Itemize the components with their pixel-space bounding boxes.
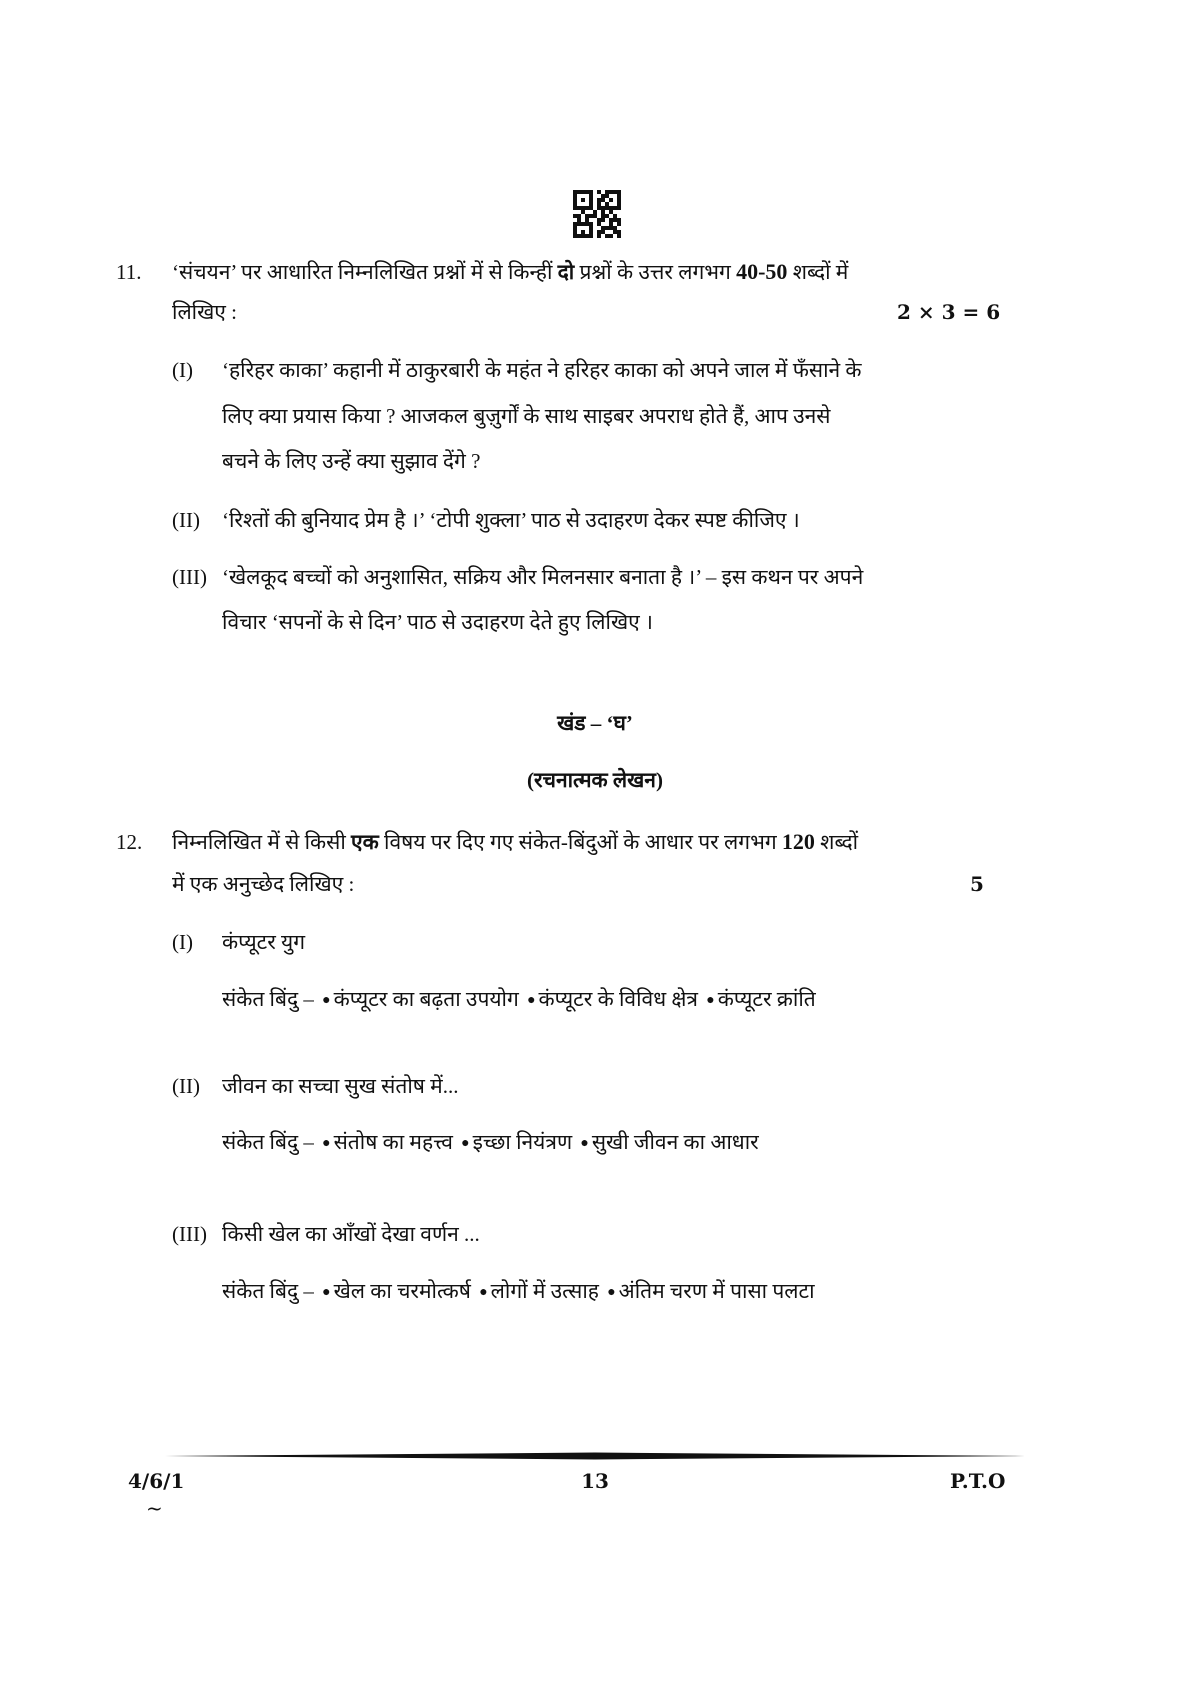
q12-text: विषय पर दिए गए संकेत-बिंदुओं के आधार पर लगभग — [378, 830, 782, 854]
hint-prefix: संकेत बिंदु – — [222, 1279, 314, 1303]
q11-text: प्रश्नों के उत्तर लगभग — [574, 260, 737, 284]
q11-option-1-line: ‘हरिहर काका’ कहानी में ठाकुरबारी के महंत ने हरिहर काका को अपने जाल में फँसाने के — [222, 358, 862, 382]
q12-instruction-line2: में एक अनुच्छेद लिखिए : — [172, 872, 355, 896]
pto-label: P.T.O — [950, 1469, 1006, 1493]
bullet-icon: ● — [322, 1285, 331, 1300]
q12-topic-label: (II) — [172, 1074, 200, 1098]
q12-text: शब्दों — [814, 830, 859, 854]
q12-topic-3-title: किसी खेल का आँखों देखा वर्णन ... — [222, 1222, 480, 1246]
q12-topic-3-hints — [222, 1277, 815, 1307]
qr-code-icon — [573, 190, 621, 238]
q11-instruction-line2: लिखिए : — [172, 300, 237, 324]
q11-option-label: (I) — [172, 358, 193, 382]
q12-marks: 5 — [970, 872, 984, 896]
bullet-icon: ● — [322, 993, 331, 1008]
q11-option-1-line: बचने के लिए उन्हें क्या सुझाव देंगे ? — [222, 449, 481, 473]
q11-emphasis: दो — [557, 260, 575, 284]
q11-number: 11. — [116, 260, 142, 284]
bullet-icon: ● — [479, 1285, 488, 1300]
section-subtitle: (रचनात्मक लेखन) — [527, 768, 663, 792]
footer-divider — [165, 1452, 1025, 1458]
q12-topic-label: (III) — [172, 1222, 207, 1246]
q11-option-3-line: ‘खेलकूद बच्चों को अनुशासित, सक्रिय और मिलनसार बनाता है ।’ – इस कथन पर अपने — [222, 565, 864, 589]
paper-code: 4/6/1 — [128, 1469, 185, 1493]
hint-point: खेल का चरमोत्कर्ष — [333, 1279, 471, 1303]
q11-text: शब्दों में — [787, 260, 849, 284]
tilde-mark: ~ — [146, 1496, 163, 1520]
q11-option-1-line: लिए क्या प्रयास किया ? आजकल बुज़ुर्गों के साथ साइबर अपराध होते हैं, आप उनसे — [222, 404, 831, 428]
q12-topic-1-hints — [222, 985, 816, 1015]
q12-emphasis: एक — [351, 830, 379, 854]
q11-option-label: (II) — [172, 508, 200, 532]
q11-option-3-line: विचार ‘सपनों के से दिन’ पाठ से उदाहरण देते हुए लिखिए । — [222, 610, 653, 634]
hint-point: अंतिम चरण में पासा पलटा — [618, 1279, 815, 1303]
bullet-icon: ● — [461, 1136, 470, 1151]
q12-topic-label: (I) — [172, 930, 193, 954]
hint-point: लोगों में उत्साह — [490, 1279, 599, 1303]
q11-option-2-line: ‘रिश्तों की बुनियाद प्रेम है ।’ ‘टोपी शुक्ला’ पाठ से उदाहरण देकर स्पष्ट कीजिए । — [222, 508, 800, 532]
hint-point: कंप्यूटर क्रांति — [717, 987, 816, 1011]
q12-word-limit: 120 — [781, 829, 815, 854]
q11-text: ‘संचयन’ पर आधारित निम्नलिखित प्रश्नों में से किन्हीं — [172, 260, 558, 284]
bullet-icon: ● — [580, 1136, 589, 1151]
page-number: 13 — [581, 1469, 609, 1493]
q11-instruction-line1 — [172, 258, 848, 286]
q12-number: 12. — [116, 830, 143, 854]
hint-point: कंप्यूटर का बढ़ता उपयोग — [333, 987, 519, 1011]
hint-point: कंप्यूटर के विविध क्षेत्र — [538, 987, 699, 1011]
q12-topic-2-hints — [222, 1128, 759, 1158]
q11-option-label: (III) — [172, 565, 207, 589]
q12-instruction-line1 — [172, 828, 858, 856]
bullet-icon: ● — [706, 993, 715, 1008]
q12-topic-2-title: जीवन का सच्चा सुख संतोष में... — [222, 1074, 459, 1098]
hint-prefix: संकेत बिंदु – — [222, 987, 314, 1011]
bullet-icon: ● — [607, 1285, 616, 1300]
q12-topic-1-title: कंप्यूटर युग — [222, 930, 306, 954]
hint-point: संतोष का महत्त्व — [333, 1130, 453, 1154]
section-title: खंड – ‘घ’ — [557, 711, 633, 735]
hint-point: सुखी जीवन का आधार — [591, 1130, 759, 1154]
q11-marks: 2 × 3 = 6 — [897, 300, 1001, 324]
bullet-icon: ● — [322, 1136, 331, 1151]
bullet-icon: ● — [527, 993, 536, 1008]
q11-word-limit: 40-50 — [736, 259, 788, 284]
hint-prefix: संकेत बिंदु – — [222, 1130, 314, 1154]
hint-point: इच्छा नियंत्रण — [472, 1130, 573, 1154]
q12-text: निम्नलिखित में से किसी — [172, 830, 352, 854]
